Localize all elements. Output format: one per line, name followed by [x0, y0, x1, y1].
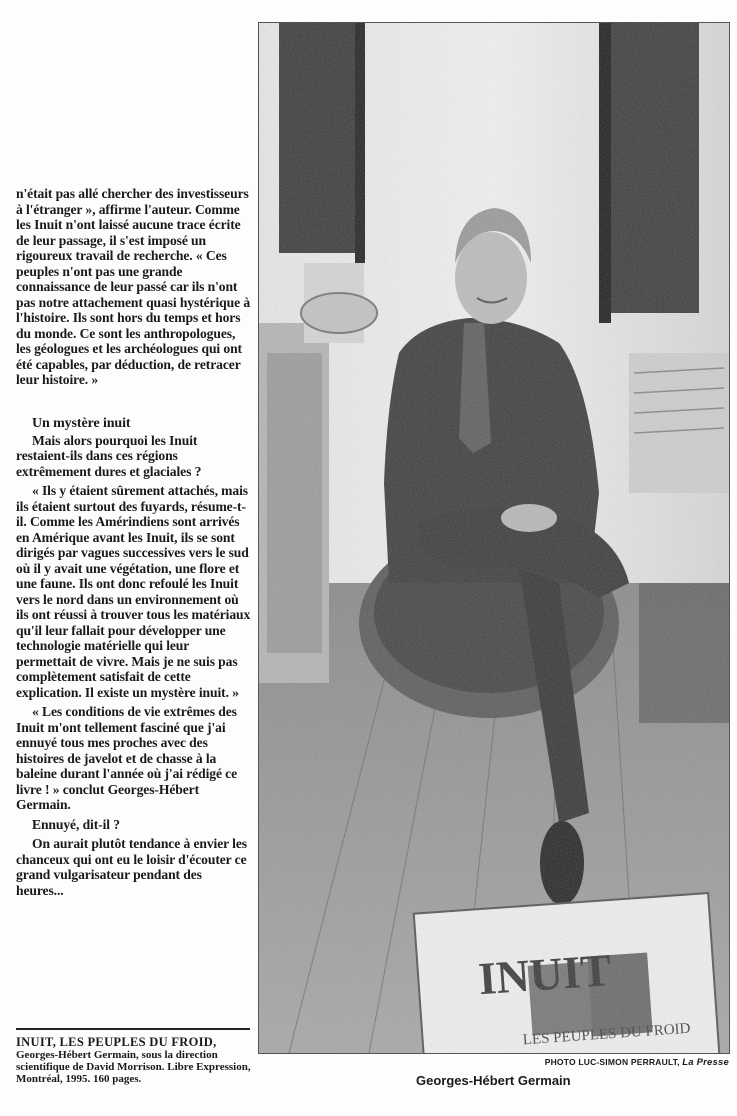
book-details: Georges-Hébert Germain, sous la direction scientifique de David Morrison. Libre Expression, Montréal, 1995. 160 pages.: [16, 1049, 251, 1085]
article-column: [16, 186, 252, 898]
article-paragraph: « Ils y étaient sûrement attachés, mais ils étaient surtout des fuyards, résume-t-il. Comme les Amérindiens sont arrivés en Amérique avant les Inuit, ils se sont dirigés par vagues successives vers le sud où il y avait une végétation, une flore et une faune. Ils ont donc refoulé les Inuit vers le nord dans un environnement où ils ont réussi à trouver tous les matériaux qu'il leur fallait pour développer une technologie matérielle qui leur permettait de vivre. Mais je ne suis pas complètement satisfait de cette explication. Il existe un mystère inuit. »: [16, 483, 251, 700]
book-reference: [16, 1036, 252, 1085]
photo-credit-prefix: PHOTO LUC-SIMON PERRAULT,: [544, 1057, 680, 1067]
article-paragraph-intro: n'était pas allé chercher des investisseurs à l'étranger », affirme l'auteur. Comme les Inuit n'ont laissé aucune trace écrite de leur passage, il s'est imposé un rigoureux travail de recherche. « Ces peuples n'ont pas une grande connaissance de leur passé car ils n'ont pas notre attachement quasi hystérique à l'histoire. Ils sont hors du temps et hors du monde. Ce sont les anthropologues, les géologues et les archéologues qui ont été capables, par déduction, de retracer leur histoire. »: [16, 186, 251, 387]
article-paragraph: On aurait plutôt tendance à envier les chanceux qui ont eu le loisir d'écouter ce grand vulgarisateur pendant des heures...: [16, 836, 247, 898]
author-photo: [258, 22, 730, 1054]
photo-credit: [545, 1057, 729, 1068]
article-paragraph: Mais alors pourquoi les Inuit restaient-ils dans ces régions extrêmement dures et glaciales ?: [16, 432, 202, 479]
article-subheading: Un mystère inuit: [32, 415, 131, 431]
photo-illustration: [259, 23, 729, 1053]
section-divider: [16, 1028, 250, 1030]
article-paragraph: Ennuyé, dit-il ?: [32, 816, 120, 832]
article-paragraph: « Les conditions de vie extrêmes des Inuit m'ont tellement fasciné que j'ai ennuyé tous mes proches avec des histoires de javelot et de chasse à la baleine durant l'année où j'ai rédigé ce livre ! » conclut Georges-Hébert Germain.: [16, 704, 238, 812]
photo-caption: Georges-Hébert Germain: [416, 1073, 571, 1088]
photo-credit-source: La Presse: [682, 1057, 729, 1068]
book-title: INUIT, LES PEUPLES DU FROID,: [16, 1035, 217, 1049]
